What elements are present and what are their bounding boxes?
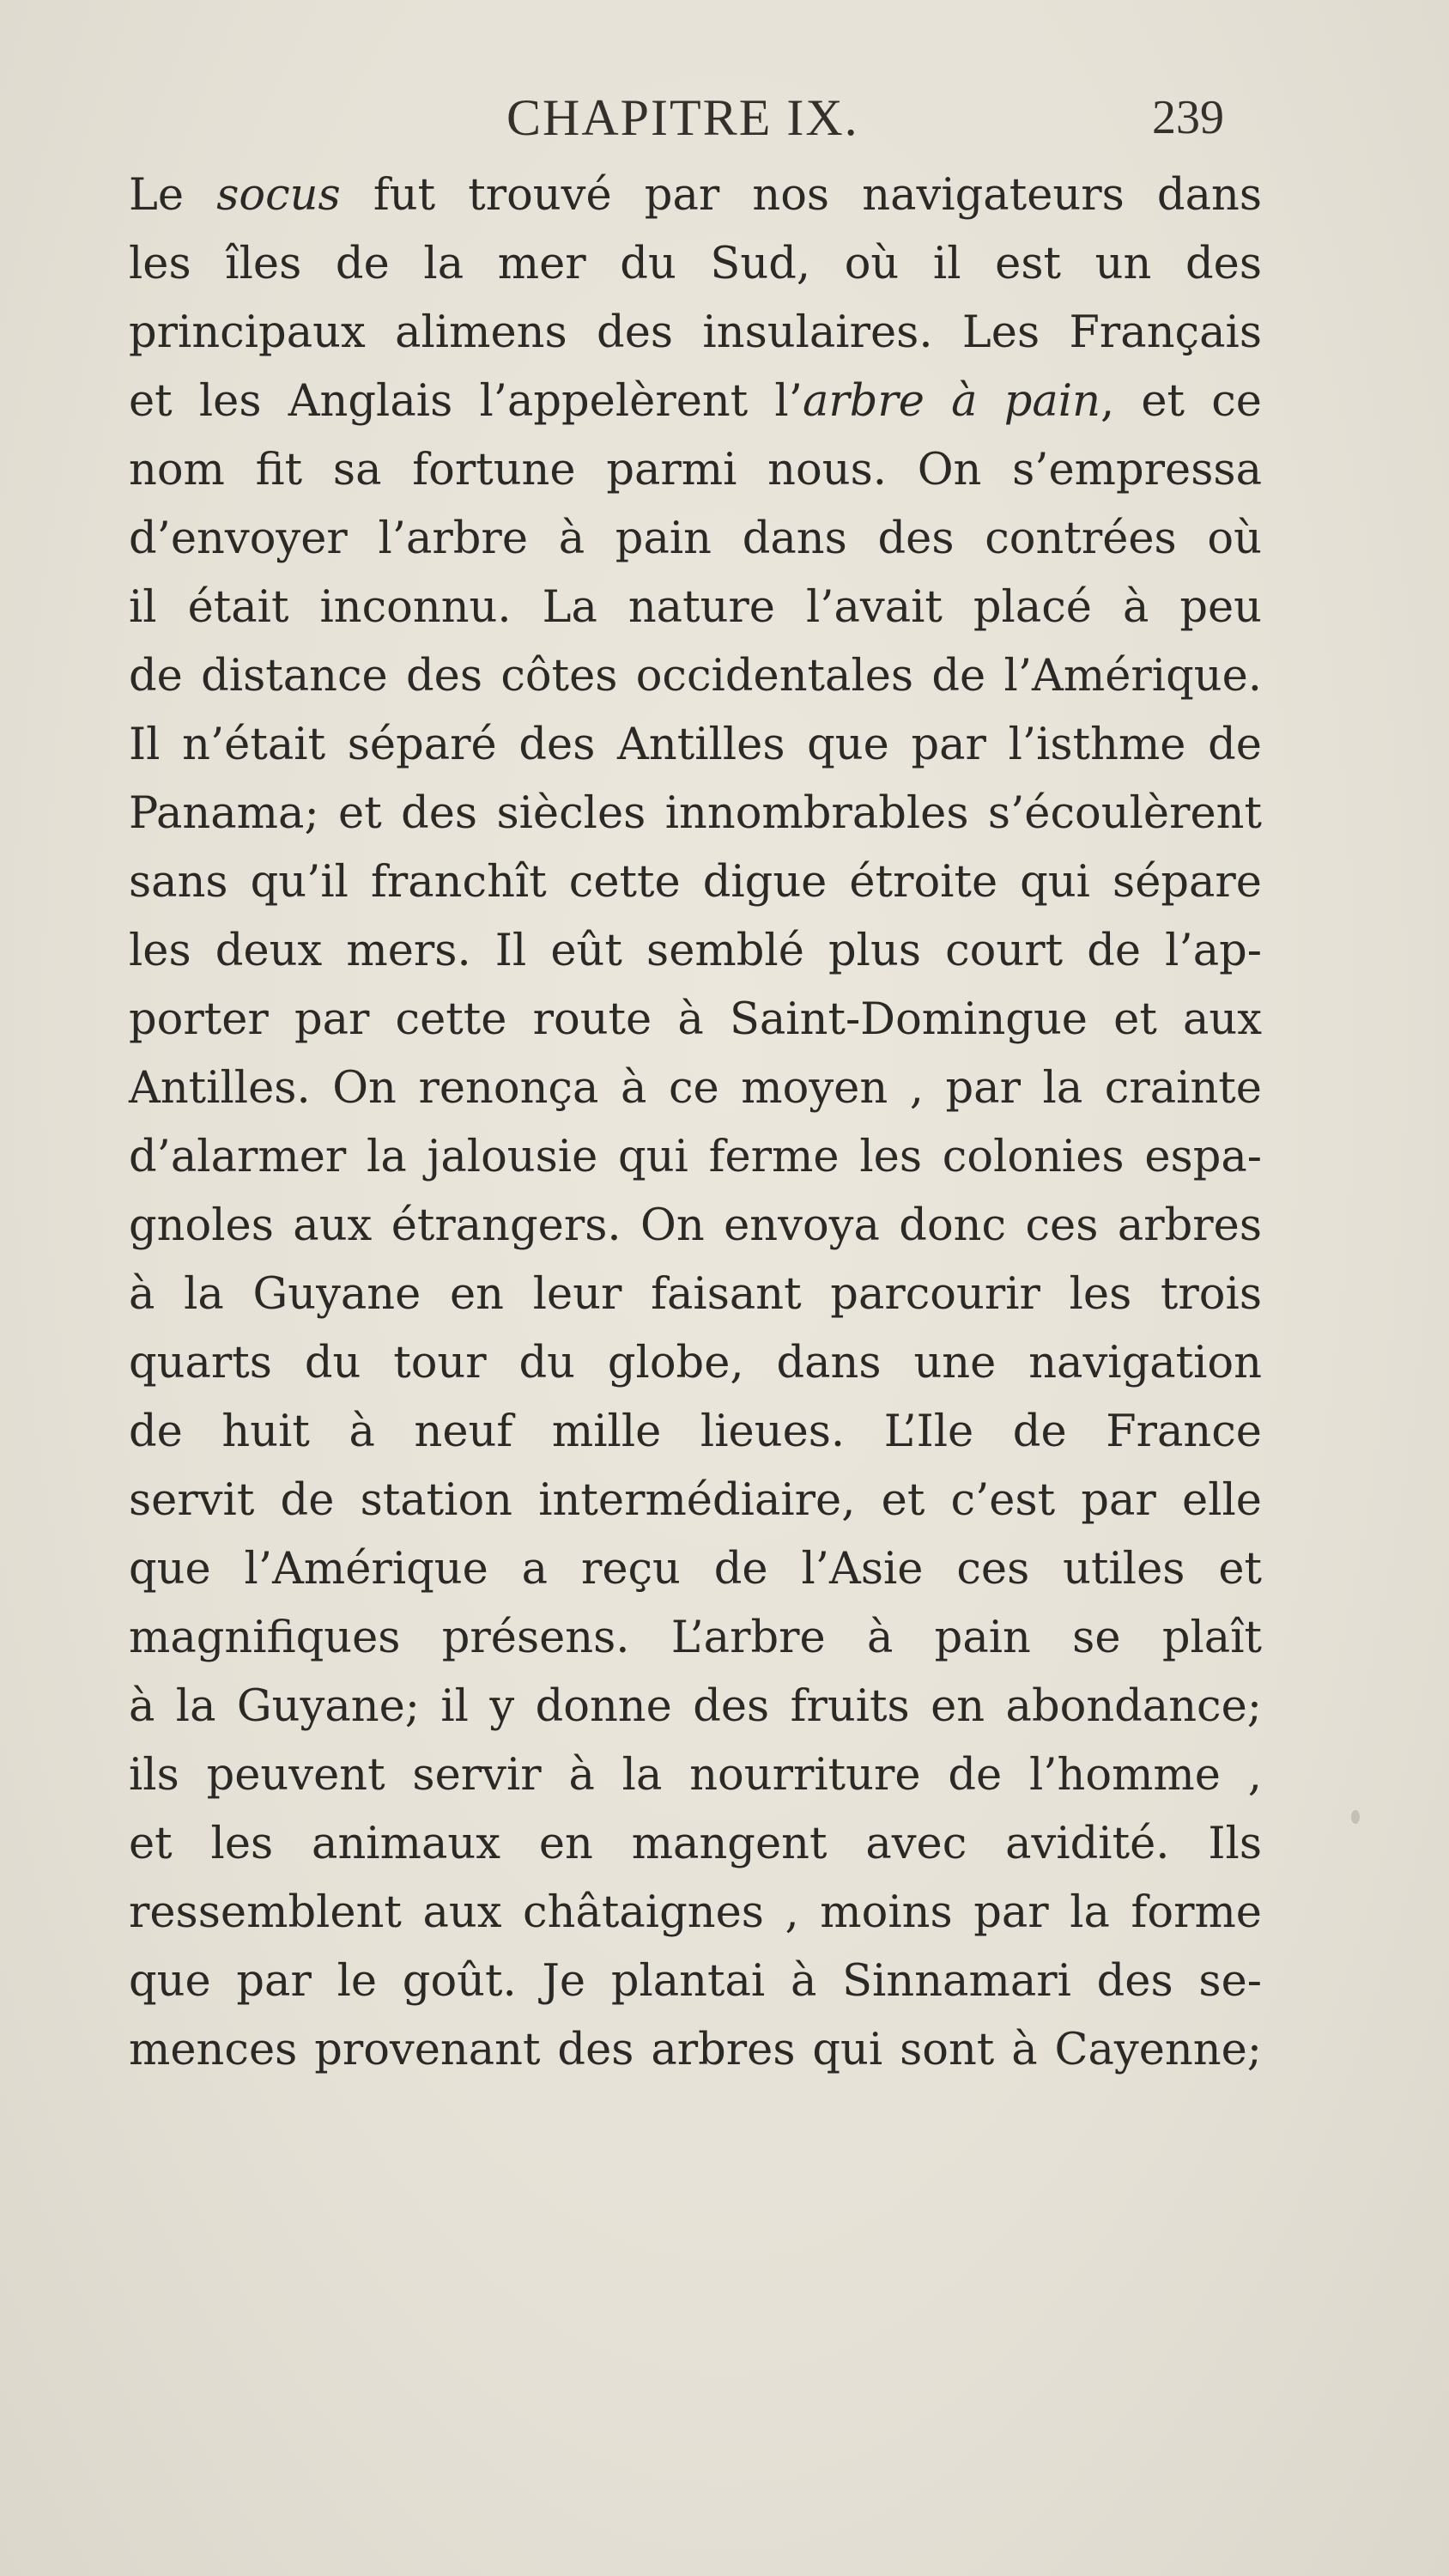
text-line: que par le goût. Je plantai à Sinnamari des se-: [129, 1956, 1262, 2007]
text-line: magnifiques présens. L’arbre à pain se plaît: [129, 1613, 1262, 1663]
text-line: à la Guyane en leur faisant parcourir les trois: [129, 1269, 1262, 1320]
text-line: Antilles. On renonça à ce moyen , par la crainte: [129, 1063, 1262, 1114]
text-line: sans qu’il franchît cette digue étroite qui sépare: [129, 857, 1262, 908]
text-line: quarts du tour du globe, dans une navigation: [129, 1338, 1262, 1388]
body-text: [129, 161, 1262, 2085]
text-line: gnoles aux étrangers. On envoya donc ces arbres: [129, 1200, 1262, 1251]
text-line: que l’Amérique a reçu de l’Asie ces utiles et: [129, 1544, 1262, 1595]
text-line: à la Guyane; il y donne des fruits en abondance;: [129, 1681, 1262, 1732]
text-line: Le socus fut trouvé par nos navigateurs dans: [129, 170, 1262, 221]
text-line: Panama; et des siècles innombrables s’écoulèrent: [129, 788, 1262, 839]
text-line: les îles de la mer du Sud, où il est un des: [129, 239, 1262, 289]
text-line: de huit à neuf mille lieues. L’Ile de France: [129, 1406, 1262, 1457]
text-line: porter par cette route à Saint-Domingue et aux: [129, 994, 1262, 1045]
text-line: servit de station intermédiaire, et c’est par elle: [129, 1475, 1262, 1526]
text-line: ils peuvent servir à la nourriture de l’homme ,: [129, 1750, 1262, 1801]
text-line: nom fit sa fortune parmi nous. On s’empressa: [129, 445, 1262, 495]
text-line: et les Anglais l’appelèrent l’arbre à pain, et ce: [129, 376, 1262, 427]
italic-term: arbre à pain: [802, 376, 1100, 427]
text-line: de distance des côtes occidentales de l’Amérique.: [129, 651, 1262, 702]
text-line: d’envoyer l’arbre à pain dans des contrées où: [129, 513, 1262, 564]
text-line: mences provenant des arbres qui sont à Cayenne;: [129, 2025, 1262, 2075]
text-line: Il n’était séparé des Antilles que par l’isthme de: [129, 720, 1262, 770]
text-line: les deux mers. Il eût semblé plus court de l’ap-: [129, 926, 1262, 976]
text-line: d’alarmer la jalousie qui ferme les colonies espa-: [129, 1132, 1262, 1182]
page-header: [0, 79, 1449, 156]
running-title: CHAPITRE IX.: [506, 89, 859, 146]
text-line: ressemblent aux châtaignes , moins par la forme: [129, 1887, 1262, 1938]
text-line: et les animaux en mangent avec avidité. Ils: [129, 1819, 1262, 1869]
page-number: 239: [1152, 91, 1224, 144]
ink-spot: [1351, 1810, 1360, 1824]
italic-term: socus: [216, 170, 341, 221]
text-line: il était inconnu. La nature l’avait placé à peu: [129, 582, 1262, 633]
text-line: principaux alimens des insulaires. Les Français: [129, 307, 1262, 358]
